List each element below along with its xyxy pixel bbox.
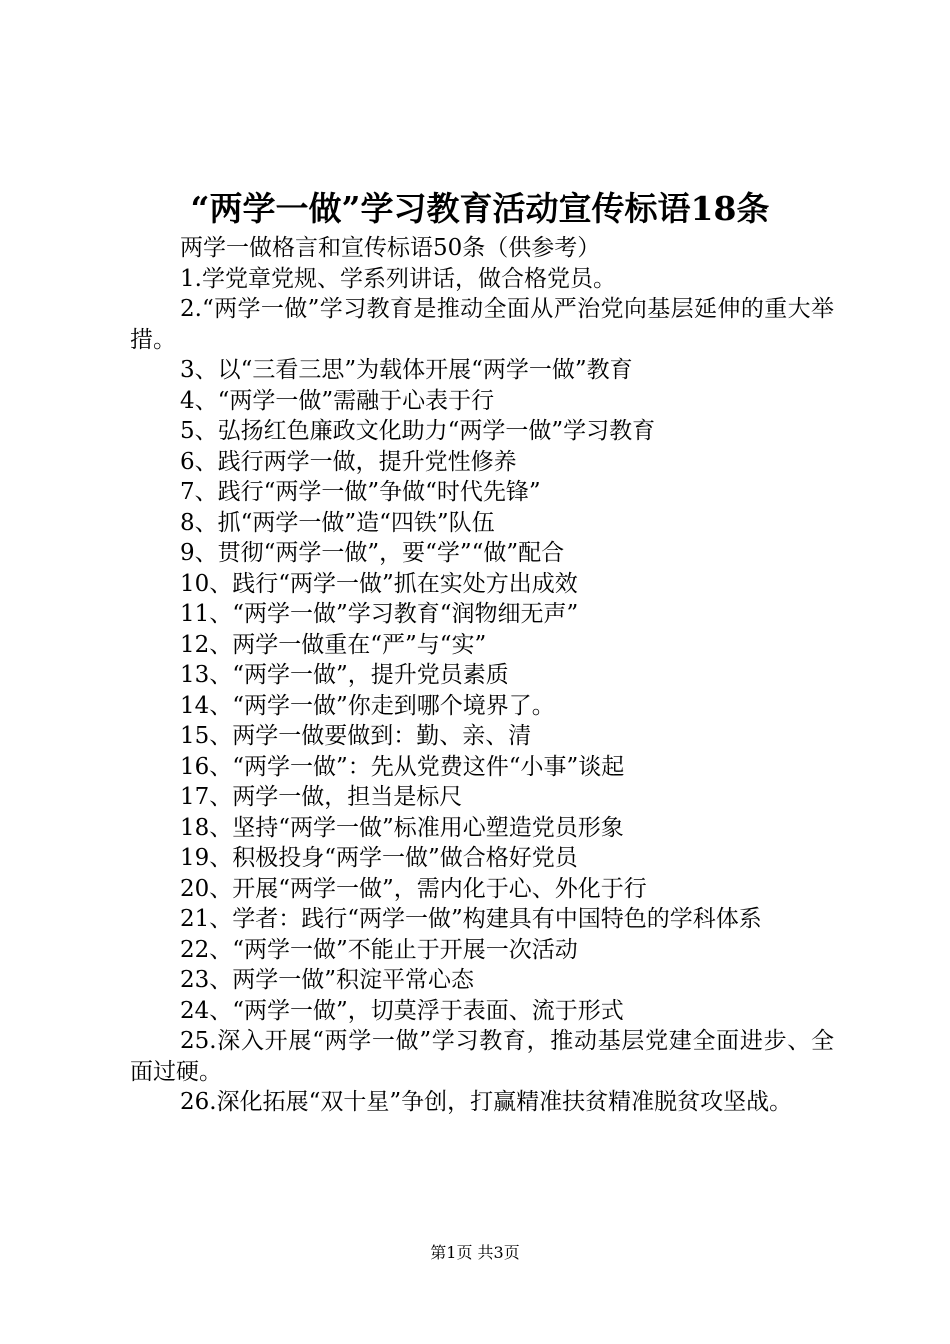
paragraph-3: 3、以“三看三思”为载体开展“两学一做”教育 [180,357,633,383]
paragraph-5: 5、弘扬红色廉政文化助力“两学一做”学习教育 [180,418,656,444]
paragraph-13: 13、“两学一做”，提升党员素质 [180,662,509,688]
paragraph-8: 8、抓“两学一做”造“四铁”队伍 [180,509,495,536]
document-body [130,233,834,1118]
paragraph-17: 17、两学一做，担当是标尺 [180,784,463,810]
paragraph-18: 18、坚持“两学一做”标准用心塑造党员形象 [180,814,624,841]
document-title: “两学一做”学习教育活动宣传标语18条 [190,189,770,228]
paragraph-24: 24、“两学一做”，切莫浮于表面、流于形式 [180,997,624,1024]
paragraph-16: 16、“两学一做”：先从党费这件“小事”谈起 [180,753,625,780]
paragraph-21: 21、学者：践行“两学一做”构建具有中国特色的学科体系 [180,906,762,932]
paragraph-25: 25.深入开展“两学一做”学习教育，推动基层党建全面进步、全面过硬。 [130,1028,834,1085]
paragraph-9: 9、贯彻“两学一做”，要“学”“做”配合 [180,540,565,566]
paragraph-2: 2.“两学一做”学习教育是推动全面从严治党向基层延伸的重大举措。 [130,296,834,353]
paragraph-19: 19、积极投身“两学一做”做合格好党员 [180,845,578,871]
paragraph-20: 20、开展“两学一做”，需内化于心、外化于行 [180,875,647,902]
paragraph-1: 1.学党章党规、学系列讲话，做合格党员。 [180,265,616,292]
paragraph-intro: 两学一做格言和宣传标语50条（供参考） [180,235,601,261]
paragraph-11: 11、“两学一做”学习教育“润物细无声” [180,601,579,627]
paragraph-7: 7、践行“两学一做”争做“时代先锋” [180,479,541,505]
paragraph-15: 15、两学一做要做到：勤、亲、清 [180,723,532,749]
paragraph-12: 12、两学一做重在“严”与“实” [180,631,487,658]
paragraph-23: 23、两学一做”积淀平常心态 [180,967,475,993]
paragraph-14: 14、“两学一做”你走到哪个境界了。 [180,692,555,719]
paragraph-4: 4、“两学一做”需融于心表于行 [180,387,495,414]
paragraph-22: 22、“两学一做”不能止于开展一次活动 [180,936,578,963]
paragraph-10: 10、践行“两学一做”抓在实处方出成效 [180,570,578,597]
paragraph-6: 6、践行两学一做，提升党性修养 [180,448,517,475]
paragraph-26: 26.深化拓展“双十星”争创，打赢精准扶贫精准脱贫攻坚战。 [180,1089,793,1115]
page-footer: 第1页 共3页 [430,1243,520,1262]
